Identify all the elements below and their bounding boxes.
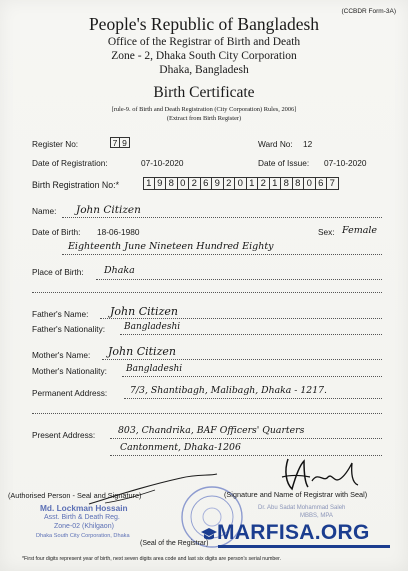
left-stamp-line-3: Zone-02 (Khilgaon) (54, 523, 114, 530)
brn-digit-box: 0 (304, 177, 316, 190)
permanent-address-dots-2 (32, 413, 382, 414)
dob-in-words: Eighteenth June Nineteen Hundred Eighty (68, 241, 274, 252)
authorised-person-caption: (Authorised Person - Seal and Signature) (8, 491, 142, 500)
present-address-line1: 803, Chandrika, BAF Officers' Quarters (118, 425, 305, 436)
present-address-line2: Cantonment, Dhaka-1206 (120, 442, 241, 453)
brn-digit-box: 0 (235, 177, 247, 190)
sex-label: Sex: (318, 227, 335, 237)
brn-digit-box: 9 (155, 177, 167, 190)
father-nationality-value: Bangladeshi (124, 322, 181, 332)
right-stamp-line-1: Dr. Abu Sadat Mohammad Saleh (258, 505, 346, 511)
form-number: (CCBDR Form-3A) (341, 8, 396, 15)
sex-value: Female (342, 225, 378, 236)
mother-nationality-value: Bangladeshi (126, 364, 183, 374)
mother-name-dots (102, 359, 382, 360)
name-value: John Citizen (76, 204, 141, 216)
register-no-digit-box: 9 (120, 137, 130, 148)
pob-dots (96, 279, 382, 280)
brn-digit-box: 8 (166, 177, 178, 190)
issue-date-label: Date of Issue: (258, 158, 310, 168)
left-stamp-line-4: Dhaka South City Corporation, Dhaka (36, 533, 130, 539)
footer-note: *First four digits represent year of birth, next seven digits area code and last six digits are person's serial number. (22, 556, 282, 562)
pob-value: Dhaka (104, 265, 135, 276)
zone-line: Zone - 2, Dhaka South City Corporation (111, 50, 297, 62)
father-name-dots (100, 318, 382, 319)
brn-digit-box: 6 (201, 177, 213, 190)
dob-words-dots (62, 254, 382, 255)
name-dots (62, 217, 382, 218)
permanent-address-value: 7/3, Shantibagh, Malibagh, Dhaka - 1217. (130, 385, 327, 396)
watermark-text: MARFISA.ORG (217, 521, 370, 544)
permanent-address-label: Permanent Address: (32, 388, 108, 398)
brn-digit-box: 9 (212, 177, 224, 190)
brn-digit-box: 8 (293, 177, 305, 190)
country-title: People's Republic of Bangladesh (88, 14, 320, 34)
brn-digit-box: 1 (143, 177, 155, 190)
brn-digit-box: 2 (224, 177, 236, 190)
permanent-address-dots (124, 398, 382, 399)
left-stamp-line-1: Md. Lockman Hossain (40, 503, 128, 513)
brn-digit-box: 1 (270, 177, 282, 190)
rule-line: [rule-9. of Birth and Death Registration (City Corporation) Rules, 2006] (111, 106, 297, 113)
father-name-label: Father's Name: (32, 309, 89, 319)
seal-caption: (Seal of the Registrar) (140, 540, 209, 547)
issue-date-value: 07-10-2020 (324, 158, 367, 168)
father-nationality-label: Father's Nationality: (32, 324, 106, 334)
father-name-value: John Citizen (110, 305, 178, 318)
brn-digit-box: 8 (281, 177, 293, 190)
brn-digit-box: 0 (178, 177, 190, 190)
brn-digit-box: 1 (247, 177, 259, 190)
register-no-label: Register No: (32, 139, 79, 149)
mother-name-value: John Citizen (108, 345, 176, 358)
mother-name-label: Mother's Name: (32, 350, 91, 360)
left-stamp-line-2: Asst. Birth & Death Reg. (44, 514, 120, 521)
registration-date-value: 07-10-2020 (141, 158, 184, 168)
right-stamp-line-2: MBBS, MPA (300, 513, 333, 519)
mother-nationality-label: Mother's Nationality: (32, 366, 107, 376)
pob-label: Place of Birth: (32, 267, 84, 277)
brn-boxes (143, 177, 339, 190)
registration-date-label: Date of Registration: (32, 158, 108, 168)
name-label: Name: (32, 206, 57, 216)
brn-digit-box: 2 (258, 177, 270, 190)
brn-digit-box: 2 (189, 177, 201, 190)
dob-label: Date of Birth: (32, 227, 81, 237)
brn-digit-box: 6 (316, 177, 328, 190)
register-no-digit-box: 7 (110, 137, 120, 148)
dob-value: 18-06-1980 (97, 227, 140, 237)
ward-no-value: 12 (303, 139, 313, 149)
city-line: Dhaka, Bangladesh (159, 64, 249, 76)
extract-line: (Extract from Birth Register) (166, 115, 242, 122)
office-line: Office of the Registrar of Birth and Death (107, 36, 301, 48)
pob-dots-2 (32, 292, 382, 293)
register-no-boxes (110, 137, 130, 148)
watermark-underline (218, 545, 390, 548)
certificate-title: Birth Certificate (153, 84, 255, 101)
present-address-label: Present Address: (32, 430, 96, 440)
father-nationality-dots (120, 334, 382, 335)
brn-label: Birth Registration No:* (32, 180, 120, 190)
mother-nationality-dots (122, 376, 382, 377)
present-address-dots (110, 438, 382, 439)
registrar-caption: (Signature and Name of Registrar with Seal) (224, 490, 368, 499)
brn-digit-box: 7 (327, 177, 339, 190)
ward-no-label: Ward No: (258, 139, 293, 149)
